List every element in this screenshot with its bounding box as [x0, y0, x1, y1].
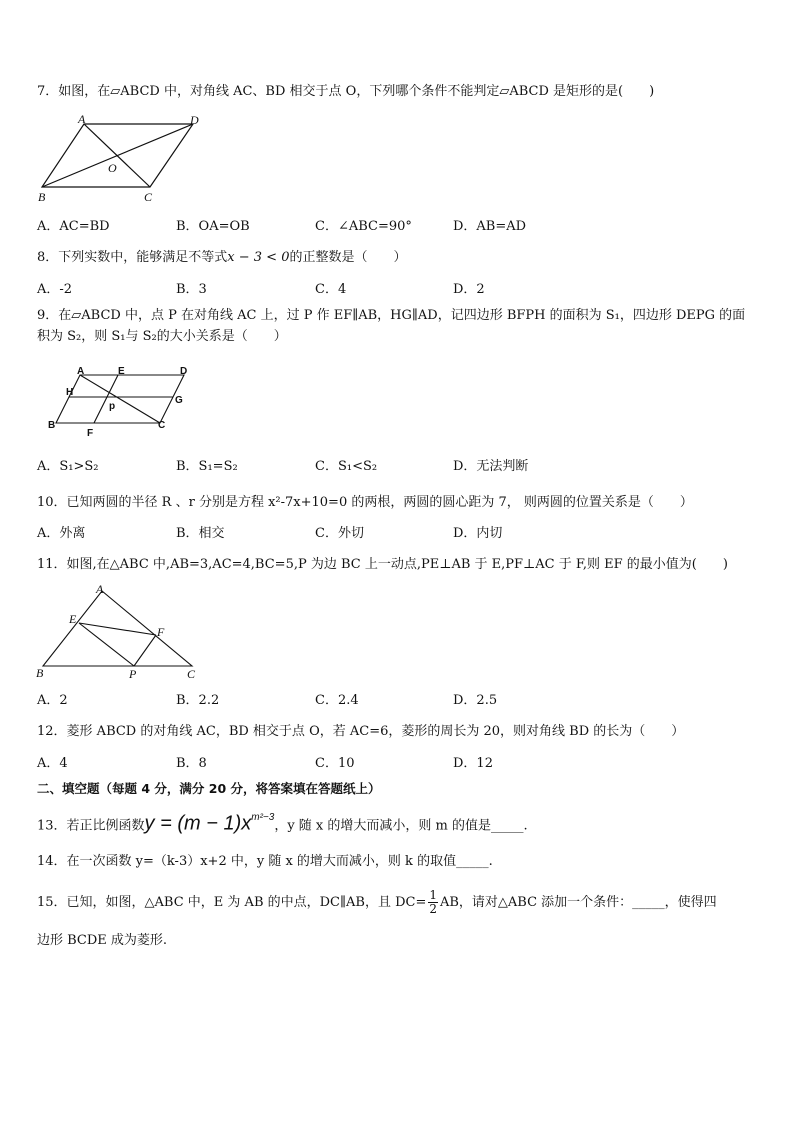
q12-option-d[interactable]: D．12 — [453, 756, 493, 771]
label-d: D — [180, 366, 188, 377]
q10-stem: 10．已知两圆的半径 R 、r 分别是方程 x²-7x+10=0 的两根，两圆的圆心距为 7， 则两圆的位置关系是（ ） — [37, 495, 693, 510]
label-d: D — [190, 113, 199, 127]
q12-option-c[interactable]: C．10 — [315, 756, 355, 771]
q7-option-b[interactable]: B．OA=OB — [176, 219, 250, 234]
q10-option-b[interactable]: B．相交 — [176, 526, 225, 541]
label-c: C — [187, 667, 196, 681]
label-f: F — [157, 625, 165, 639]
q11-stem: 11．如图,在△ABC 中,AB=3,AC=4,BC=5,P 为边 BC 上一动点,PE⊥AB 于 E,PF⊥AC 于 F,则 EF 的最小值为( ) — [37, 557, 728, 572]
label-p: p — [109, 401, 116, 412]
q10-option-d[interactable]: D．内切 — [453, 526, 503, 541]
q15-fraction — [428, 889, 438, 916]
label-a: A — [78, 113, 86, 126]
q13-stem — [37, 809, 528, 839]
segment-pf — [134, 635, 156, 666]
q9-option-b[interactable]: B．S₁=S₂ — [176, 459, 238, 474]
label-b: B — [38, 190, 46, 204]
label-p: P — [129, 667, 137, 681]
section-fill-in-title: 二、填空题（每题 4 分，满分 20 分，将答案填在答题纸上） — [37, 781, 381, 796]
q12-option-a[interactable]: A．4 — [37, 756, 68, 771]
q13-stem-pre: 13．若正比例函数 — [37, 818, 145, 834]
q11-option-b[interactable]: B．2.2 — [176, 693, 220, 708]
q10-option-c[interactable]: C．外切 — [315, 526, 364, 541]
q8-option-a[interactable]: A．-2 — [37, 282, 73, 297]
label-g: G — [175, 395, 183, 406]
q8-stem — [37, 249, 407, 267]
q8-inequality: x − 3 < 0 — [227, 250, 290, 265]
q9-stem-line1: 9．在▱ABCD 中，点 P 在对角线 AC 上，过 P 作 EF∥AB，HG∥AD，记四边形 BFPH 的面积为 S₁，四边形 DEPG 的面 — [37, 308, 746, 323]
q9-option-d[interactable]: D．无法判断 — [453, 459, 529, 474]
q7-option-c[interactable]: C．∠ABC=90° — [315, 219, 412, 234]
q8-option-b[interactable]: B．3 — [176, 282, 207, 297]
q7-option-a[interactable]: A．AC=BD — [37, 219, 110, 234]
q13-exponent: m²−3 — [251, 812, 275, 823]
q15-frac-numerator: 1 — [429, 888, 437, 902]
label-e: E — [69, 612, 77, 626]
label-c: C — [144, 190, 153, 204]
label-e: E — [118, 366, 125, 377]
q7-option-d[interactable]: D．AB=AD — [453, 219, 527, 234]
label-o: O — [108, 161, 117, 175]
q15-frac-denominator: 2 — [429, 902, 437, 916]
q8-option-d[interactable]: D．2 — [453, 282, 485, 297]
label-a: A — [96, 583, 104, 596]
label-h: H — [66, 387, 74, 398]
q15-stem-pre: 15．已知，如图，△ABC 中，E 为 AB 的中点，DC∥AB，且 DC= — [37, 895, 427, 910]
label-b: B — [48, 420, 56, 431]
q11-option-c[interactable]: C．2.4 — [315, 693, 359, 708]
q8-option-c[interactable]: C．4 — [315, 282, 347, 297]
q14-stem: 14．在一次函数 y=（k-3）x+2 中，y 随 x 的增大而减小，则 k 的取值_____. — [37, 854, 493, 869]
q11-triangle-figure — [34, 583, 204, 683]
q15-stem-line2: 边形 BCDE 成为菱形. — [37, 933, 168, 948]
label-a: A — [77, 366, 85, 377]
q8-stem-pre: 8．下列实数中，能够满足不等式 — [37, 250, 228, 265]
q15-stem-line1 — [37, 888, 717, 918]
q9-stem-line2: 积为 S₂，则 S₁与 S₂的大小关系是（ ） — [37, 329, 287, 344]
q13-formula: y = (m − 1)x — [144, 812, 252, 835]
segment-ef — [94, 375, 118, 423]
q11-option-d[interactable]: D．2.5 — [453, 693, 498, 708]
diagonal-bd — [42, 124, 193, 187]
q9-parallelogram-figure — [44, 366, 194, 438]
q10-option-a[interactable]: A．外离 — [37, 526, 86, 541]
q12-stem: 12．菱形 ABCD 的对角线 AC，BD 相交于点 O，若 AC=6，菱形的周长为 20，则对角线 BD 的长为（ ） — [37, 724, 685, 739]
q9-option-c[interactable]: C．S₁<S₂ — [315, 459, 378, 474]
label-b: B — [36, 666, 44, 680]
label-f: F — [87, 428, 94, 438]
label-c: C — [158, 420, 166, 431]
segment-ef — [79, 623, 156, 635]
q12-option-b[interactable]: B．8 — [176, 756, 207, 771]
diagonal-ac — [80, 375, 160, 423]
segment-pe — [79, 623, 134, 666]
q7-parallelogram-figure — [36, 113, 206, 205]
q7-stem: 7．如图，在▱ABCD 中，对角线 AC、BD 相交于点 O，下列哪个条件不能判定▱ABCD 是矩形的是( ) — [37, 84, 655, 99]
q9-option-a[interactable]: A．S₁>S₂ — [37, 459, 99, 474]
q11-option-a[interactable]: A．2 — [37, 693, 68, 708]
q15-stem-post: AB，请对△ABC 添加一个条件：_____，使得四 — [439, 895, 717, 910]
q13-stem-post: ，y 随 x 的增大而减小，则 m 的值是_____. — [274, 818, 528, 834]
q8-stem-post: 的正整数是（ ） — [289, 250, 407, 265]
